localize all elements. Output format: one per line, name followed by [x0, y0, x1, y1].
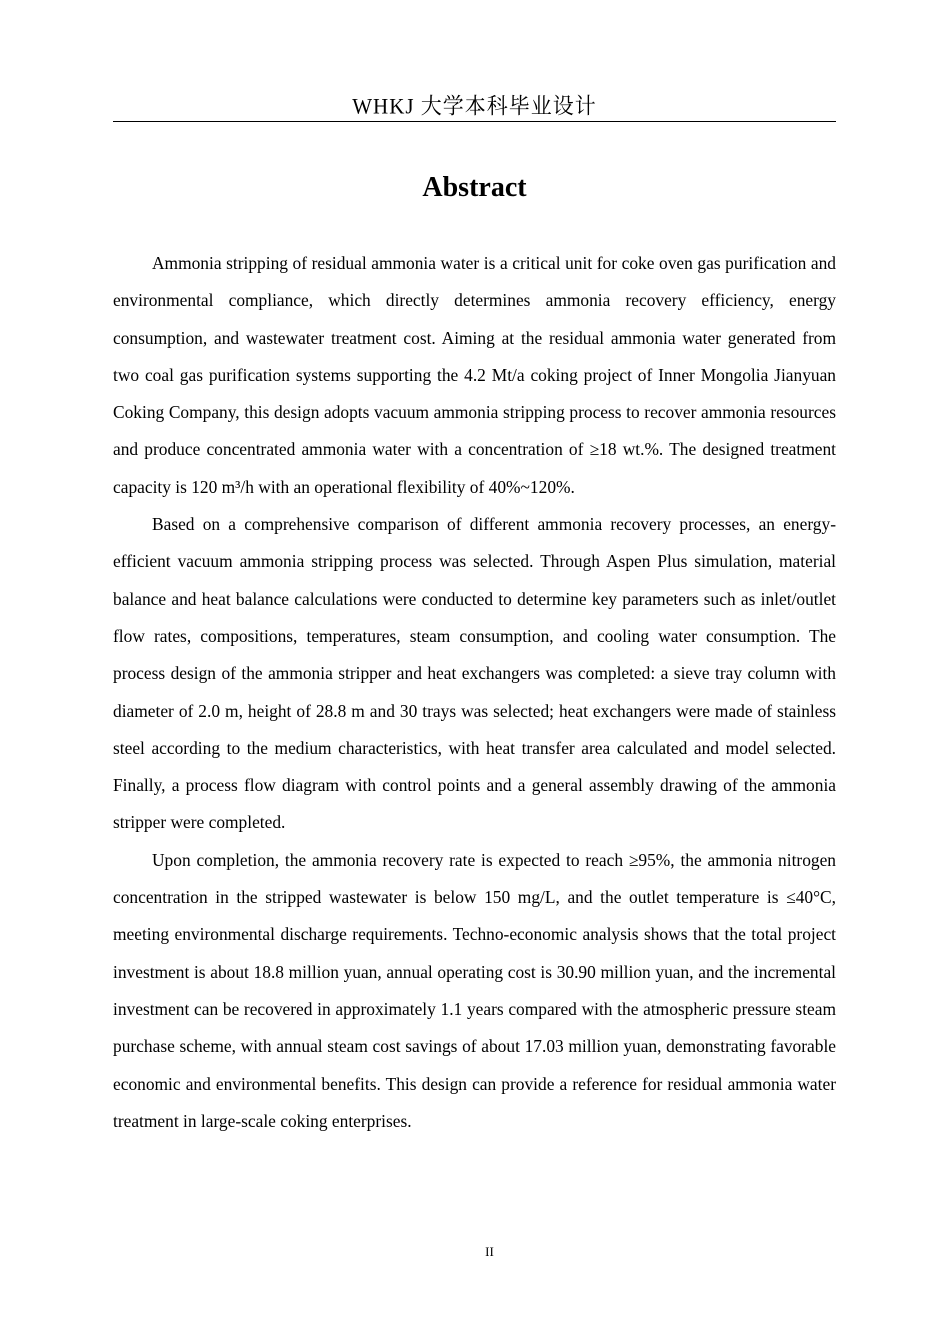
header-divider: [113, 121, 836, 122]
page-header: [113, 92, 836, 120]
page-number: II: [485, 1244, 494, 1259]
abstract-paragraph-2: Based on a comprehensive comparison of different ammonia recovery processes, an energy-efficient vacuum ammonia stripping process was selected. Through Aspen Plus simulation, material balance and heat balance calculations were conducted to determine key parameters such as inlet/outlet flow rates, compositions, temperatures, steam consumption, and cooling water consumption. The process design of the ammonia stripper and heat exchangers was completed: a sieve tray column with diameter of 2.0 m, height of 28.8 m and 30 trays was selected; heat exchangers were made of stainless steel according to the medium characteristics, with heat transfer area calculated and model selected. Finally, a process flow diagram with control points and a general assembly drawing of the ammonia stripper were completed.: [113, 514, 836, 833]
abstract-title: Abstract: [422, 172, 527, 203]
abstract-paragraph-3: Upon completion, the ammonia recovery rate is expected to reach ≥95%, the ammonia nitrogen concentration in the stripped wastewater is below 150 mg/L, and the outlet temperature is ≤40°C, meeting environmental discharge requirements. Techno-economic analysis shows that the total project investment is about 18.8 million yuan, annual operating cost is 30.90 million yuan, and the incremental investment can be recovered in approximately 1.1 years compared with the atmospheric pressure steam purchase scheme, with annual steam cost savings of about 17.03 million yuan, demonstrating favorable economic and environmental benefits. This design can provide a reference for residual ammonia water treatment in large-scale coking enterprises.: [113, 849, 836, 1131]
abstract-paragraph-1: Ammonia stripping of residual ammonia water is a critical unit for coke oven gas purification and environmental compliance, which directly determines ammonia recovery efficiency, energy consumption, and wastewater treatment cost. Aiming at the residual ammonia water generated from two coal gas purification systems supporting the 4.2 Mt/a coking project of Inner Mongolia Jianyuan Coking Company, this design adopts vacuum ammonia stripping process to recover ammonia resources and produce concentrated ammonia water with a concentration of ≥18 wt.%. The designed treatment capacity is 120 m³/h with an operational flexibility of 40%~120%.: [113, 253, 836, 497]
header-title: WHKJ 大学本科毕业设计: [352, 93, 597, 119]
abstract-body: [113, 245, 836, 1140]
